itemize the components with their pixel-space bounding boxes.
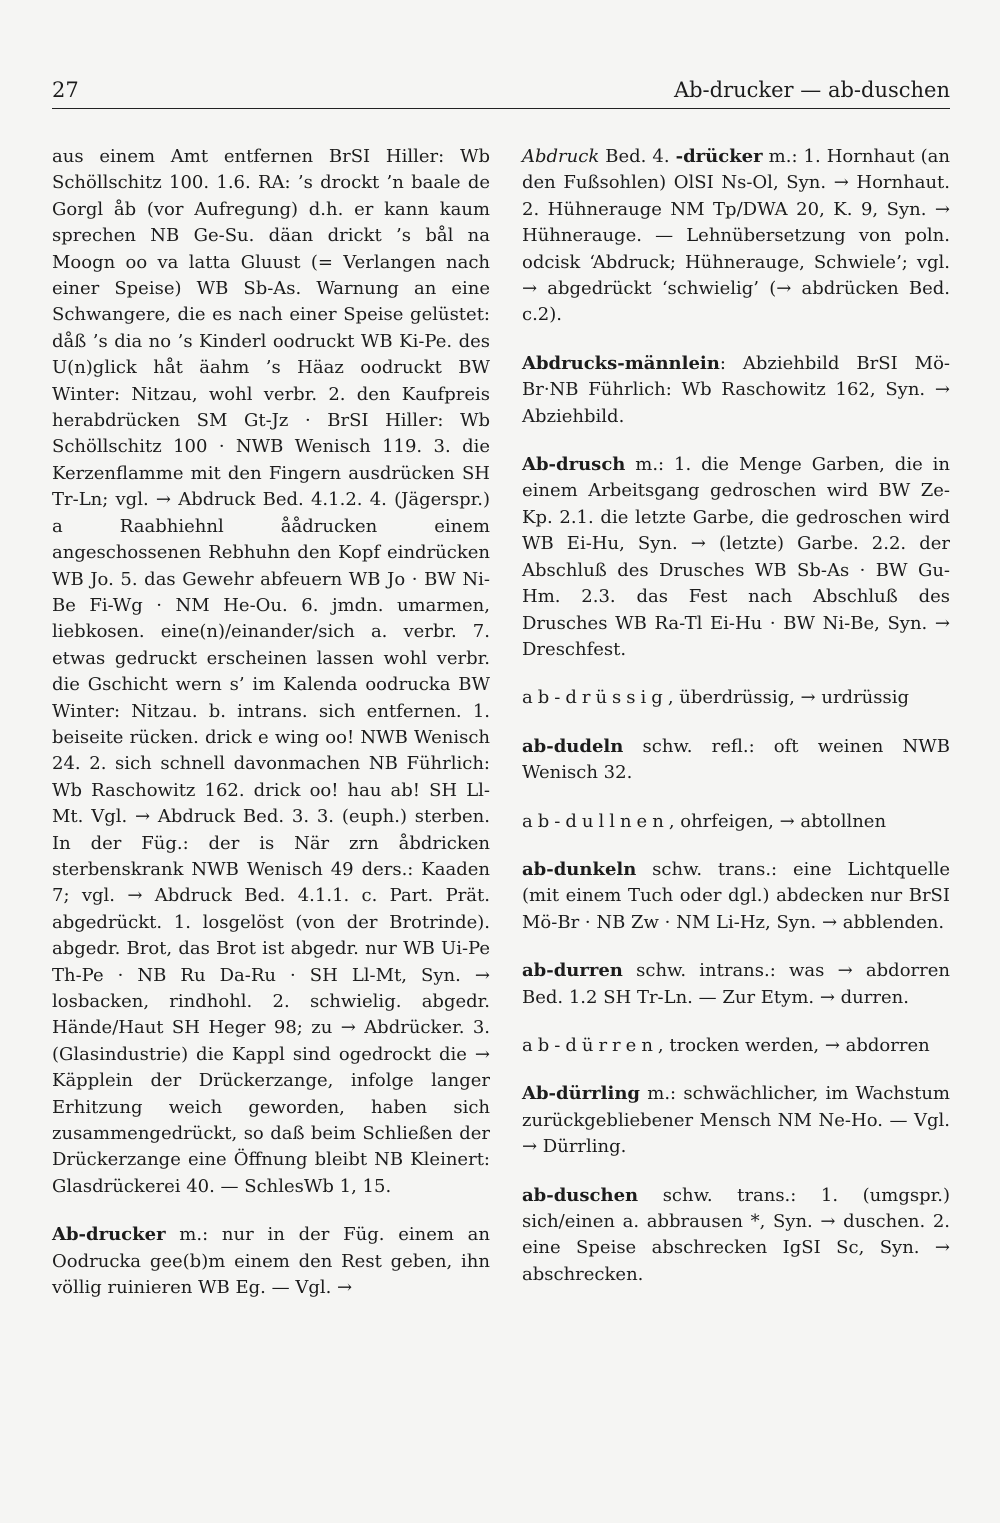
entry-text: , trocken werden, → abdorren <box>657 1034 930 1056</box>
entry-headword: ab-dudeln <box>522 735 624 757</box>
entry-headword: ab-duschen <box>522 1184 639 1206</box>
entry-text: , ohrfeigen, → abtollnen <box>668 810 887 832</box>
entry-headword: Ab-drusch <box>522 454 626 476</box>
entry-text: m.: nur in der Füg. einem an Oodrucka gee(b)m einem den Rest geben, ihn völlig ruinieren WB Eg. — Vgl. → <box>52 1224 490 1299</box>
entry-headword: ab-dürren <box>522 1034 658 1056</box>
right-column <box>522 144 950 1310</box>
entry-text: , überdrüssig, → urdrüssig <box>667 687 910 709</box>
entry-abdruessig <box>522 685 950 711</box>
entry-headword: ab-dunkeln <box>522 858 637 880</box>
left-column <box>52 144 490 1323</box>
entry-text: schw. refl.: oft weinen NWB Wenisch 32. <box>522 735 950 784</box>
entry-abduschen <box>522 1183 950 1289</box>
entry-abdrucker <box>52 1222 490 1301</box>
entry-headword: ab-durren <box>522 960 623 982</box>
entry-text: schw. trans.: eine Lichtquelle (mit einem Tuch oder dgl.) abdecken nur BrSI Mö-Br · NB Zw · NM Li-Hz, Syn. → abblenden. <box>522 858 950 933</box>
entry-text: m.: 1. Hornhaut (an den Fußsohlen) OlSI Ns-Ol, Syn. → Hornhaut. 2. Hühnerauge NM Tp/DWA 20, K. 9, Syn. → Hühnerauge. — Lehnübersetzung von poln. odcisk ‘Abdruck; Hühnerauge, Schwiele’; vgl. → abgedrückt ‘schwielig’ (→ abdrücken Bed. c.2). <box>522 146 950 326</box>
entry-lead: Abdruck <box>522 146 600 167</box>
entry-abduerrling <box>522 1081 950 1160</box>
entry-headword: ab-dullnen <box>522 810 669 832</box>
entry-abduerren <box>522 1033 950 1059</box>
entry-text: m.: schwächlicher, im Wachstum zurückgebliebener Mensch NM Ne-Ho. — Vgl. → Dürrling. <box>522 1083 950 1158</box>
entry-text: Bed. 4. <box>599 146 676 167</box>
entry-abdruecken-continuation <box>52 144 490 1200</box>
entry-text: schw. intrans.: was → abdorren Bed. 1.2 SH Tr-Ln. — Zur Etym. → durren. <box>522 960 950 1008</box>
entry-headword: -drücker <box>675 146 763 167</box>
entry-text: : Abziehbild BrSI Mö-Br·NB Führlich: Wb Raschowitz 162, Syn. → Abziehbild. <box>522 352 950 427</box>
page-number: 27 <box>52 78 79 102</box>
entry-text: schw. trans.: 1. (umgspr.) sich/einen a. abbrausen *, Syn. → duschen. 2. eine Speise abschrecken IgSI Sc, Syn. → abschrecken. <box>522 1184 950 1285</box>
entry-text: m.: 1. die Menge Garben, die in einem Arbeitsgang gedroschen wird BW Ze-Kp. 2.1. die letzte Garbe, die gedroschen wird WB Ei-Hu, Syn. → (letzte) Garbe. 2.2. der Abschluß des Drusches WB Sb-As · BW Gu-Hm. 2.3. das Fest nach Abschluß des Drusches WB Ra-Tl Ei-Hu · BW Ni-Be, Syn. → Dreschfest. <box>522 454 950 660</box>
entry-headword: ab-drüssig <box>522 687 668 709</box>
entry-abdrusch <box>522 452 950 663</box>
entry-text: aus einem Amt entfernen BrSI Hiller: Wb Schöllschitz 100. 1.6. RA: ’s drockt ’n baale de Gorgl åb (vor Aufregung) d.h. er kann kaum sprechen NB Ge-Su. däan drickt ’s bål na Moogn oo va latta Gluust (= Verlangen nach einer Speise) WB Sb-As. Warnung an eine Schwangere, die es nach einer Speise gelüstet: dåß ’s dia no ’s Kinderl oodruckt WB Ki-Pe. des U(n)glick håt äahm ’s Häaz oodruckt BW Winter: Nitzau, wohl verbr. 2. den Kaufpreis herabdrücken SM Gt-Jz · BrSI Hiller: Wb Schöllschitz 100 · NWB Wenisch 119. 3. die Kerzenflamme mit den Fingern ausdrücken SH Tr-Ln; vgl. → Abdruck Bed. 4.1.2. 4. (Jägerspr.) a Raabhiehnl åådrucken einem angeschossenen Rebhuhn den Kopf eindrücken WB Jo. 5. das Gewehr abfeuern WB Jo · BW Ni-Be Fi-Wg · NM He-Ou. 6. jmdn. umarmen, liebkosen. eine(n)/einander/sich a. verbr. 7. etwas gedruckt erscheinen lassen wohl verbr. die Gschicht wern s’ im Kalenda oodrucka BW Winter: Nitzau. b. intrans. sich entfernen. 1. beiseite rücken. drick e wing oo! NWB Wenisch 24. 2. sich schnell davonmachen NB Führlich: Wb Raschowitz 162. drick oo! hau ab! SH Ll-Mt. Vgl. → Abdruck Bed. 3. 3. (euph.) sterben. In der Füg.: der is När zrn åbdricken sterbenskrank NWB Wenisch 49 ders.: Kaaden 7; vgl. → Abdruck Bed. 4.1.1. c. Part. Prät. abgedrückt. 1. losgelöst (von der Brotrinde). abgedr. Brot, das Brot ist abgedr. nur WB Ui-Pe Th-Pe · NB Ru Da-Ru · SH Ll-Mt, Syn. → losbacken, rindhohl. 2. schwielig. abgedr. Hände/Haut SH Heger 98; zu → Abdrücker. 3. (Glasindustrie) die Kappl sind ogedrockt die → Käpplein der Drückerzange, infolge langer Erhitzung weich geworden, haben sich zusammengedrückt, so daß beim Schließen der Drückerzange eine Öffnung bleibt NB Kleinert: Glasdrückerei 40. — SchlesWb 1, 15. <box>52 146 490 1197</box>
entry-abdudeln <box>522 734 950 787</box>
entry-abdurren <box>522 958 950 1011</box>
entry-abdruecker <box>522 144 950 329</box>
entry-abdrucksmaennlein <box>522 351 950 430</box>
header-title: Ab-drucker — ab-duschen <box>673 78 950 102</box>
entry-headword: Ab-dürrling <box>522 1083 641 1105</box>
entry-headword: Abdrucks-männlein <box>522 352 720 374</box>
running-head <box>52 78 950 109</box>
entry-headword: Ab-drucker <box>52 1224 166 1246</box>
entry-abdullnen <box>522 809 950 835</box>
entry-abdunkeln <box>522 857 950 936</box>
